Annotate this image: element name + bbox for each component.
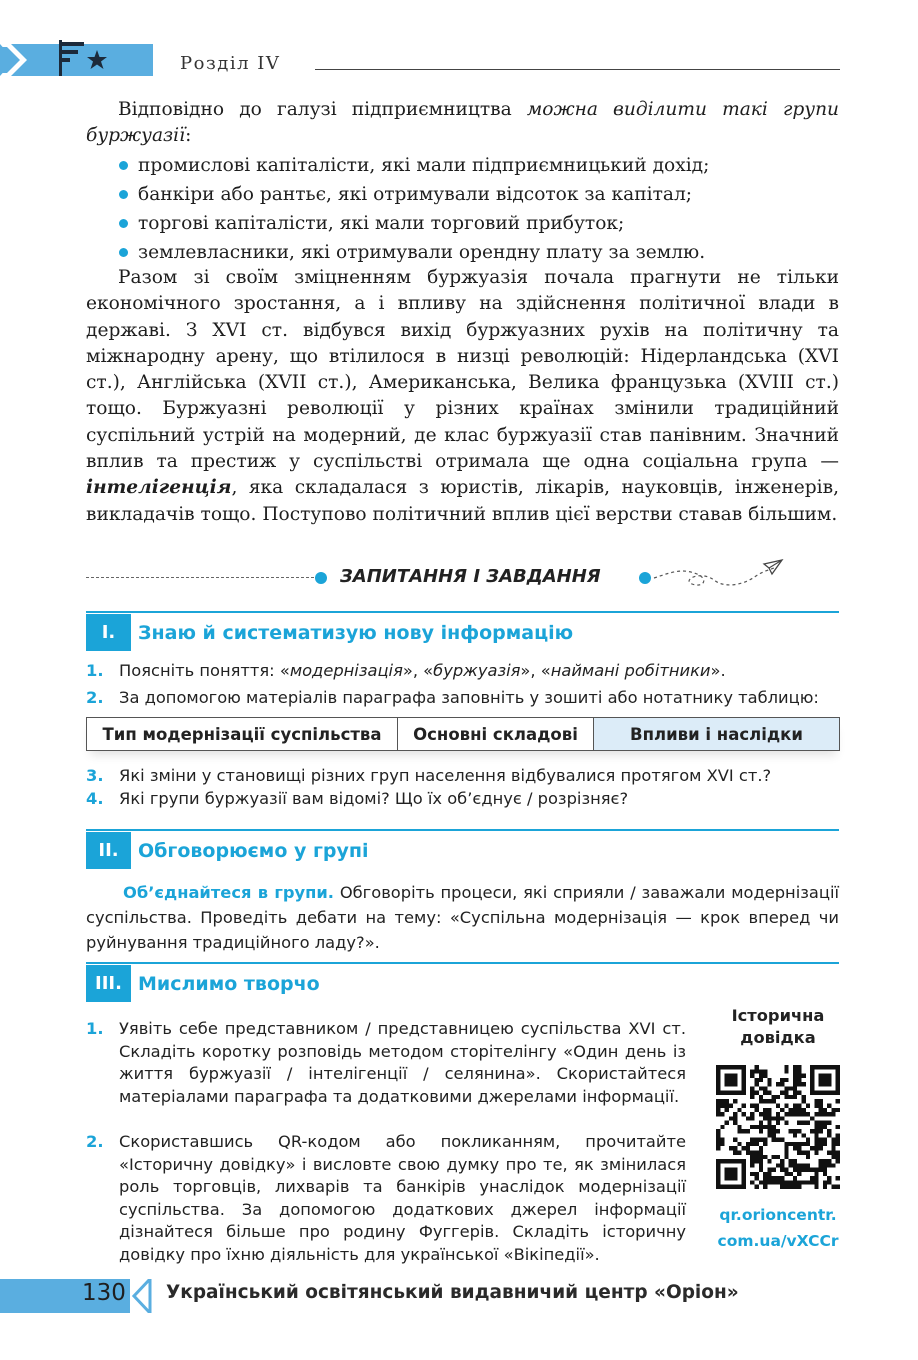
- section-divider: [86, 829, 839, 831]
- section-heading: Мислимо творчо: [138, 973, 320, 995]
- list-item: торгові капіталісти, які мали торговий прибуток;: [118, 209, 838, 238]
- section-number-badge: II.: [86, 832, 131, 869]
- list-item: промислові капіталісти, які мали підприємницький дохід;: [118, 151, 838, 180]
- task-item: 2. За допомогою матеріалів параграфа заповніть у зошиті або нотатнику таблицю:: [86, 686, 846, 710]
- page-number: 130: [82, 1280, 126, 1306]
- bourgeoisie-groups-list: [118, 151, 838, 267]
- list-item: землевласники, які отримували орендну плату за землю.: [118, 238, 838, 267]
- task-number: 4.: [86, 789, 104, 808]
- task-item: 1. Уявіть себе представником / представницею суспільства XVI ст. Складіть коротку розповідь методом сторітелінгу «Один день із життя буржуазії / інтелігенції / селянина». Скористайтеся матеріалами параграфа та додатковими джерелами інформації.: [86, 1019, 686, 1106]
- history-note-title: Історична довідка: [731, 1006, 825, 1047]
- task-number: 3.: [86, 766, 104, 785]
- list-item: банкіри або рантьє, які отримували відсоток за капітал;: [118, 180, 838, 209]
- section-title: Розділ IV: [180, 53, 281, 74]
- section-number-badge: I.: [86, 614, 131, 651]
- section-heading: Знаю й систематизую нову інформацію: [138, 622, 574, 644]
- bullet-dot-icon: [639, 572, 651, 584]
- chevron-right-icon: [0, 44, 30, 76]
- questions-heading: ЗАПИТАННЯ І ЗАВДАННЯ: [340, 566, 601, 587]
- qr-code-icon[interactable]: [716, 1065, 840, 1189]
- table-header-cell: Впливи і наслідки: [594, 718, 839, 750]
- task-item: 3. Які зміни у становищі різних груп населення відбувалися протягом XVI ст.?: [86, 764, 846, 788]
- flag-star-icon: [55, 38, 115, 78]
- section-divider: [86, 962, 839, 964]
- section-heading: Обговорюємо у групі: [138, 840, 369, 862]
- publisher-name: Український освітянський видавничий центр «Оріон»: [166, 1282, 739, 1303]
- group-task-paragraph: Об’єднайтеся в групи. Обговоріть процеси, які сприяли / заважали модернізації суспільства. Проведіть дебати на тему: «Суспільна модернізація — крок вперед чи руйнування традиційного ладу?».: [86, 883, 839, 952]
- summary-table-header: [86, 717, 840, 751]
- section-divider: [86, 611, 839, 613]
- qr-link[interactable]: qr.orioncentr. com.ua/vXCCr: [717, 1206, 839, 1250]
- task-number: 1.: [86, 1019, 104, 1038]
- task-number: 2.: [86, 1132, 104, 1151]
- task-number: 2.: [86, 688, 104, 707]
- table-header-cell: Тип модернізації суспільства: [87, 718, 398, 750]
- paper-plane-icon: [652, 558, 784, 594]
- task-item: 4. Які групи буржуазії вам відомі? Що їх об’єднує / розрізняє?: [86, 787, 846, 811]
- bullet-dot-icon: [315, 572, 327, 584]
- task-number: 1.: [86, 661, 104, 680]
- table-header-cell: Основні складові: [398, 718, 594, 750]
- intro-paragraph: Відповідно до галузі підприємництва можна виділити такі групи буржуазії:: [86, 99, 840, 147]
- chevron-left-icon: [132, 1279, 152, 1313]
- dashed-divider: [86, 577, 314, 578]
- task-item: 2. Скориставшись QR-кодом або покликанням, прочитайте «Історичну довідку» і висловте свою думку про те, як змінилася роль торговців, лихварів та банкірів унаслідок модернізації суспільства. За допомогою додаткових джерел інформації дізнайтеся більше про родину Фуггерів. Складіть історичну довідку про їхню діяльність для української «Вікіпедії».: [86, 1132, 686, 1264]
- task-item: 1. Поясніть поняття: «модернізація», «буржуазія», «наймані робітники».: [86, 659, 846, 683]
- section-number-badge: III.: [86, 965, 131, 1002]
- header-rule: [315, 69, 840, 70]
- body-paragraph: Разом зі своїм зміцненням буржуазія почала прагнути не тільки економічного зростання, а і впливу на здійснення політичної влади в державі. З XVI ст. відбувся вихід буржуазних рухів на політичну та міжнародну арену, що втілилося в низці революцій: Нідерландська (XVI ст.), Англійська (XVII ст.), Американська, Велика французька (XVIII ст.) тощо. Буржуазні революції у різних країнах змінили традиційний суспільний устрій на модерний, де клас буржуазії став панівним. Значний вплив та престиж у суспільстві отримала ще одна соціальна група — інтелігенція, яка складалася з юристів, лікарів, науковців, інженерів, викладачів тощо. Поступово політичний вплив цієї верстви ставав більшим.: [86, 267, 839, 525]
